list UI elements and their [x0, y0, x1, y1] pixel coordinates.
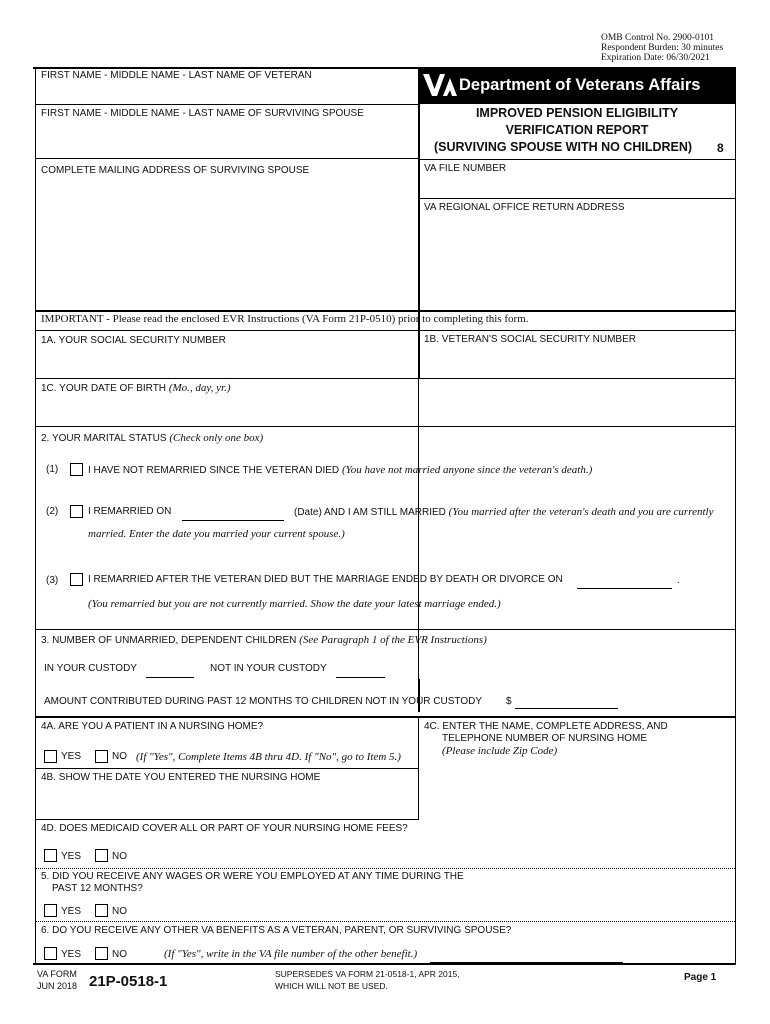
- option-3-text: I REMARRIED AFTER THE VETERAN DIED BUT THE MARRIAGE ENDED BY DEATH OR DIVORCE ON: [88, 574, 563, 585]
- bottom-border: [33, 963, 736, 965]
- omb-control: OMB Control No. 2900-0101: [601, 33, 714, 43]
- rule: [35, 330, 735, 331]
- rule: [35, 768, 418, 769]
- nursing-divider: [418, 716, 419, 820]
- q5-yes-checkbox[interactable]: [44, 904, 57, 917]
- q5-line-2: PAST 12 MONTHS?: [52, 883, 143, 894]
- option-1-checkbox[interactable]: [70, 463, 83, 476]
- not-custody-field[interactable]: [336, 677, 385, 678]
- q4c-line-2: TELEPHONE NUMBER OF NURSING HOME: [442, 733, 648, 744]
- marital-hint: (Check only one box): [169, 432, 264, 444]
- footer-supersedes: [275, 968, 460, 992]
- option-3-checkbox[interactable]: [70, 573, 83, 586]
- q6-label: 6. DO YOU RECEIVE ANY OTHER VA BENEFITS AS A VETERAN, PARENT, OR SURVIVING SPOUSE?: [41, 925, 512, 936]
- respondent-burden: Respondent Burden: 30 minutes: [601, 43, 724, 53]
- spouse-name-label: FIRST NAME - MIDDLE NAME - LAST NAME OF SURVIVING SPOUSE: [41, 108, 364, 119]
- agency-name: Department of Veterans Affairs: [459, 76, 701, 94]
- return-address-label: VA REGIONAL OFFICE RETURN ADDRESS: [424, 202, 625, 213]
- children-label: 3. NUMBER OF UNMARRIED, DEPENDENT CHILDREN: [41, 635, 297, 646]
- option-1-hint: (You have not married anyone since the veteran's death.): [341, 464, 593, 476]
- remarried-date-field[interactable]: [182, 520, 284, 521]
- left-border: [35, 67, 36, 963]
- rule: [418, 198, 735, 199]
- rule: [35, 158, 418, 159]
- marriage-ended-date-field[interactable]: [577, 588, 672, 589]
- rule: [418, 159, 735, 160]
- q6-no-label: NO: [112, 949, 127, 960]
- q4a-label: 4A. ARE YOU A PATIENT IN A NURSING HOME?: [41, 721, 264, 732]
- omb-block: [601, 33, 723, 63]
- custody-label: IN YOUR CUSTODY: [44, 663, 137, 674]
- title-line-3: (SURVIVING SPOUSE WITH NO CHILDREN): [433, 140, 693, 154]
- option-2-hint-2: married. Enter the date you married your current spouse.): [88, 528, 345, 540]
- amount-label: AMOUNT CONTRIBUTED DURING PAST 12 MONTHS TO CHILDREN NOT IN YOUR CUSTODY: [44, 696, 483, 707]
- important-note: IMPORTANT - Please read the enclosed EVR Instructions (VA Form 21P-0510) prior to completing this form.: [41, 313, 529, 325]
- supersedes-line-1: SUPERSEDES VA FORM 21-0518-1, APR 2015,: [275, 969, 460, 979]
- q6-yes-label: YES: [61, 949, 82, 960]
- footer-form-number: 21P-0518-1: [89, 973, 168, 990]
- form-title: [419, 105, 735, 156]
- q6-hint: (If "Yes", write in the VA file number of the other benefit.): [164, 948, 418, 960]
- rule: [35, 629, 735, 630]
- va-file-label: VA FILE NUMBER: [424, 163, 507, 174]
- q5-block: [41, 871, 464, 895]
- footer-form-info: [37, 968, 77, 992]
- option-1-row: [88, 464, 592, 476]
- not-custody-label: NOT IN YOUR CUSTODY: [210, 663, 327, 674]
- q4b-label: 4B. SHOW THE DATE YOU ENTERED THE NURSING HOME: [41, 772, 321, 783]
- q4a-no-label: NO: [112, 751, 127, 762]
- address-label: COMPLETE MAILING ADDRESS OF SURVIVING SPOUSE: [41, 165, 310, 176]
- dollar-sign: $: [506, 696, 512, 707]
- q4c-block: [424, 721, 668, 757]
- q4d-no-checkbox[interactable]: [95, 849, 108, 862]
- option-2-hint: (You married after the veteran's death and you are currently: [448, 506, 714, 518]
- q5-no-label: NO: [112, 906, 127, 917]
- custody-field[interactable]: [146, 677, 194, 678]
- option-2-num: (2): [46, 506, 59, 517]
- rule: [35, 378, 735, 379]
- option-2-checkbox[interactable]: [70, 505, 83, 518]
- rule: [35, 310, 735, 312]
- option-3-hint: (You remarried but you are not currently married. Show the date your latest marriage ended.): [88, 598, 501, 610]
- dotted-rule: [35, 921, 735, 922]
- dob-row: [41, 382, 231, 394]
- option-3-period: .: [677, 575, 680, 586]
- q4d-label: 4D. DOES MEDICAID COVER ALL OR PART OF YOUR NURSING HOME FEES?: [41, 823, 408, 834]
- marital-label: 2. YOUR MARITAL STATUS: [41, 433, 167, 444]
- rule: [35, 819, 419, 820]
- q4a-hint: (If "Yes", Complete Items 4B thru 4D. If "No", go to Item 5.): [136, 751, 401, 763]
- dob-label: 1C. YOUR DATE OF BIRTH: [41, 383, 167, 394]
- footer-date: JUN 2018: [37, 981, 78, 991]
- footer-va-form: VA FORM: [37, 969, 77, 979]
- title-line-1: IMPROVED PENSION ELIGIBILITY: [475, 106, 679, 120]
- form-code: 8: [717, 141, 724, 155]
- right-border: [735, 67, 736, 963]
- supersedes-line-2: WHICH WILL NOT BE USED.: [275, 981, 388, 991]
- rule: [35, 716, 735, 718]
- dob-hint: (Mo., day, yr.): [168, 382, 231, 394]
- q5-line-1: 5. DID YOU RECEIVE ANY WAGES OR WERE YOU EMPLOYED AT ANY TIME DURING THE: [41, 871, 464, 882]
- option-1-num: (1): [46, 464, 59, 475]
- option-2-row-b: [294, 506, 713, 518]
- q4a-no-checkbox[interactable]: [95, 750, 108, 763]
- q6-yes-checkbox[interactable]: [44, 947, 57, 960]
- page-number: Page 1: [684, 972, 717, 983]
- option-2-text-b: (Date) AND I AM STILL MARRIED: [294, 507, 446, 518]
- ssn-label: 1A. YOUR SOCIAL SECURITY NUMBER: [41, 335, 226, 346]
- q5-no-checkbox[interactable]: [95, 904, 108, 917]
- expiration-date: Expiration Date: 06/30/2021: [601, 53, 710, 63]
- q4d-yes-label: YES: [61, 851, 82, 862]
- veteran-ssn-label: 1B. VETERAN'S SOCIAL SECURITY NUMBER: [424, 334, 636, 345]
- amount-field[interactable]: [515, 708, 618, 709]
- title-line-2: VERIFICATION REPORT: [505, 123, 649, 137]
- marital-heading: [41, 432, 263, 444]
- q6-no-checkbox[interactable]: [95, 947, 108, 960]
- title-line-3-wrap: [419, 139, 735, 156]
- q4c-line-1: 4C. ENTER THE NAME, COMPLETE ADDRESS, AND: [424, 721, 668, 732]
- q4d-yes-checkbox[interactable]: [44, 849, 57, 862]
- q4c-hint: (Please include Zip Code): [442, 745, 558, 757]
- q4a-yes-checkbox[interactable]: [44, 750, 57, 763]
- veteran-name-label: FIRST NAME - MIDDLE NAME - LAST NAME OF VETERAN: [41, 70, 312, 81]
- rule: [35, 426, 735, 427]
- rule: [35, 104, 418, 105]
- va-banner: [419, 68, 735, 104]
- q4a-yes-label: YES: [61, 751, 82, 762]
- option-2-text: I REMARRIED ON: [88, 506, 172, 517]
- children-hint: (See Paragraph 1 of the EVR Instructions): [299, 634, 487, 646]
- option-1-text: I HAVE NOT REMARRIED SINCE THE VETERAN DIED: [88, 465, 340, 476]
- q4d-no-label: NO: [112, 851, 127, 862]
- children-heading: [41, 634, 487, 646]
- va-logo-icon: [421, 71, 457, 101]
- dotted-rule: [35, 868, 735, 869]
- option-3-num: (3): [46, 575, 59, 586]
- q5-yes-label: YES: [61, 906, 82, 917]
